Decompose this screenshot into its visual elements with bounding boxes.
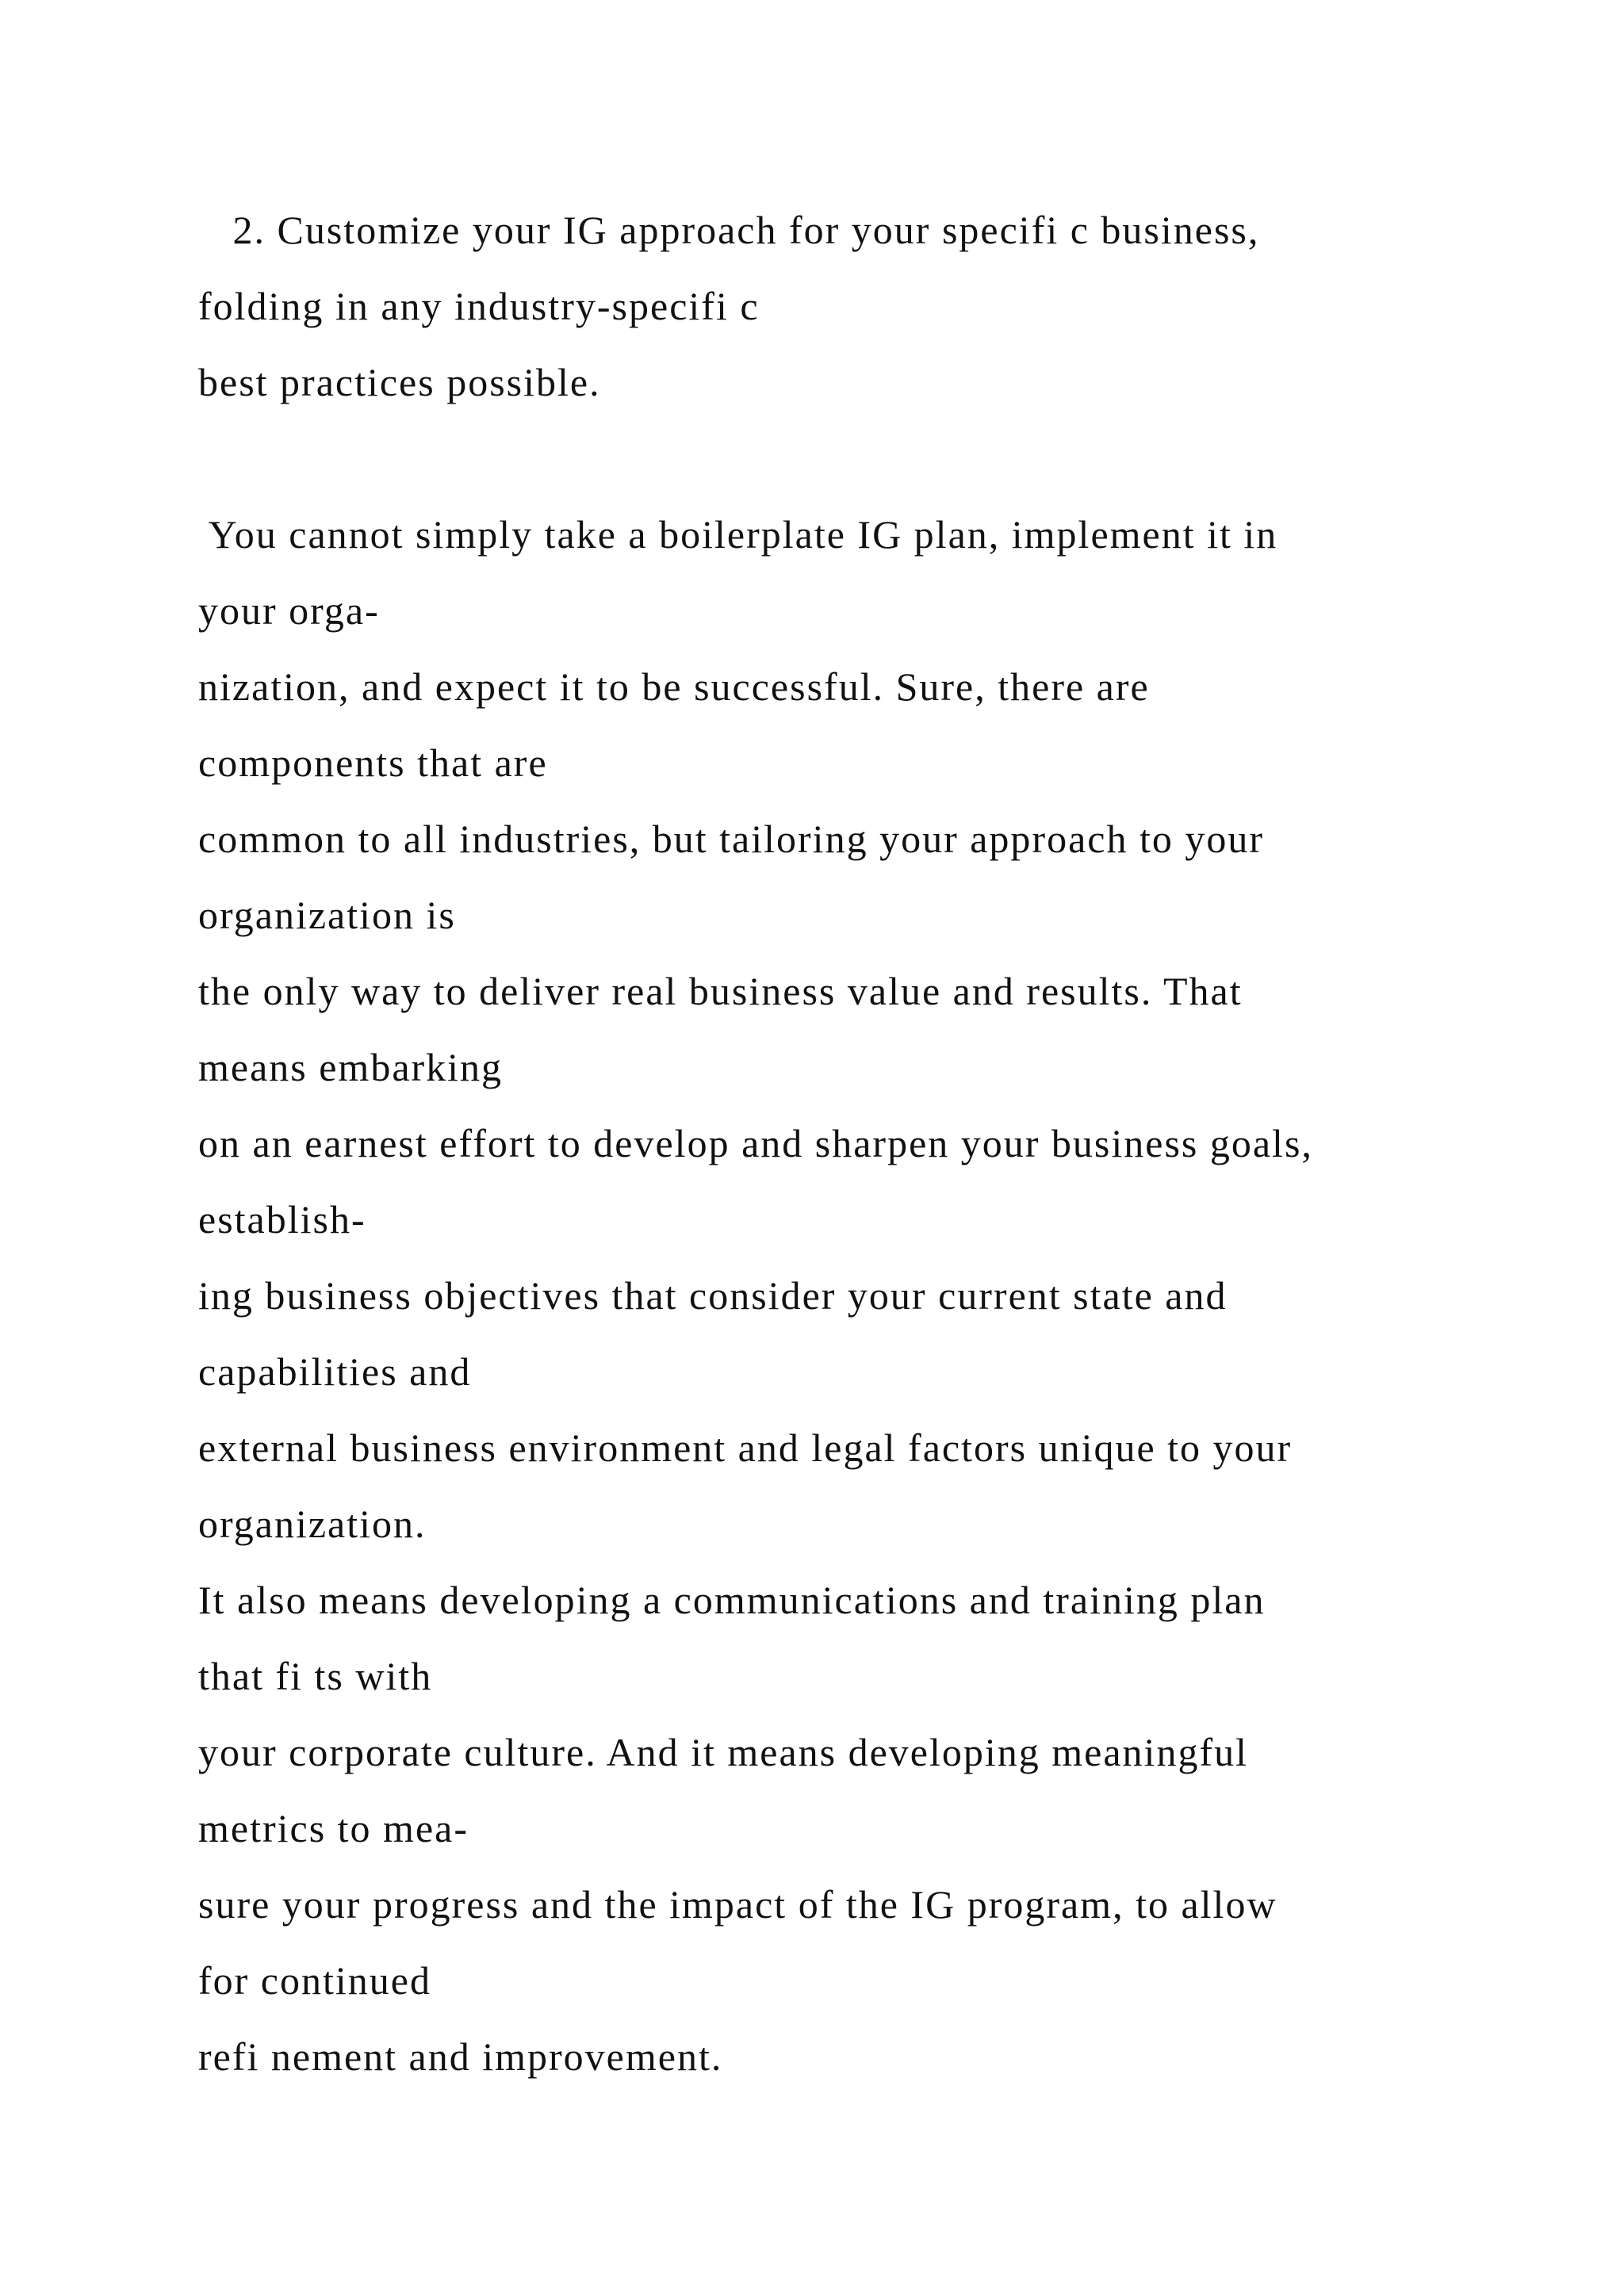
text-line: folding in any industry-specifi c [198, 284, 760, 328]
text-line: your orga- [198, 588, 380, 633]
text-line: nization, and expect it to be successful. Sure, there are [198, 664, 1150, 709]
document-body [198, 192, 1546, 2095]
text-line: best practices possible. [198, 360, 601, 404]
text-line: metrics to mea- [198, 1806, 469, 1850]
text-line: the only way to deliver real business value and results. That [198, 969, 1243, 1013]
text-line: common to all industries, but tailoring your approach to your [198, 817, 1264, 861]
text-line: external business environment and legal factors unique to your [198, 1425, 1293, 1470]
text-line: components that are [198, 740, 548, 785]
text-line: for continued [198, 1958, 431, 2003]
text-line: It also means developing a communications and training plan [198, 1578, 1266, 1622]
text-line: that fi ts with [198, 1654, 433, 1698]
text-line: your corporate culture. And it means developing meaningful [198, 1730, 1248, 1774]
text-line: sure your progress and the impact of the IG program, to allow [198, 1882, 1277, 1927]
paragraph-gap [198, 420, 1546, 496]
text-line: on an earnest effort to develop and sharpen your business goals, [198, 1121, 1313, 1165]
text-line: You cannot simply take a boilerplate IG plan, implement it in [198, 512, 1278, 557]
text-line: means embarking [198, 1045, 504, 1089]
text-line: organization. [198, 1502, 427, 1546]
text-line: refi nement and improvement. [198, 2034, 723, 2079]
text-line: capabilities and [198, 1349, 472, 1394]
text-line: establish- [198, 1197, 366, 1242]
text-line: ing business objectives that consider your current state and [198, 1273, 1228, 1318]
text-line: 2. Customize your IG approach for your specifi c business, [198, 208, 1260, 252]
text-line: organization is [198, 893, 456, 937]
